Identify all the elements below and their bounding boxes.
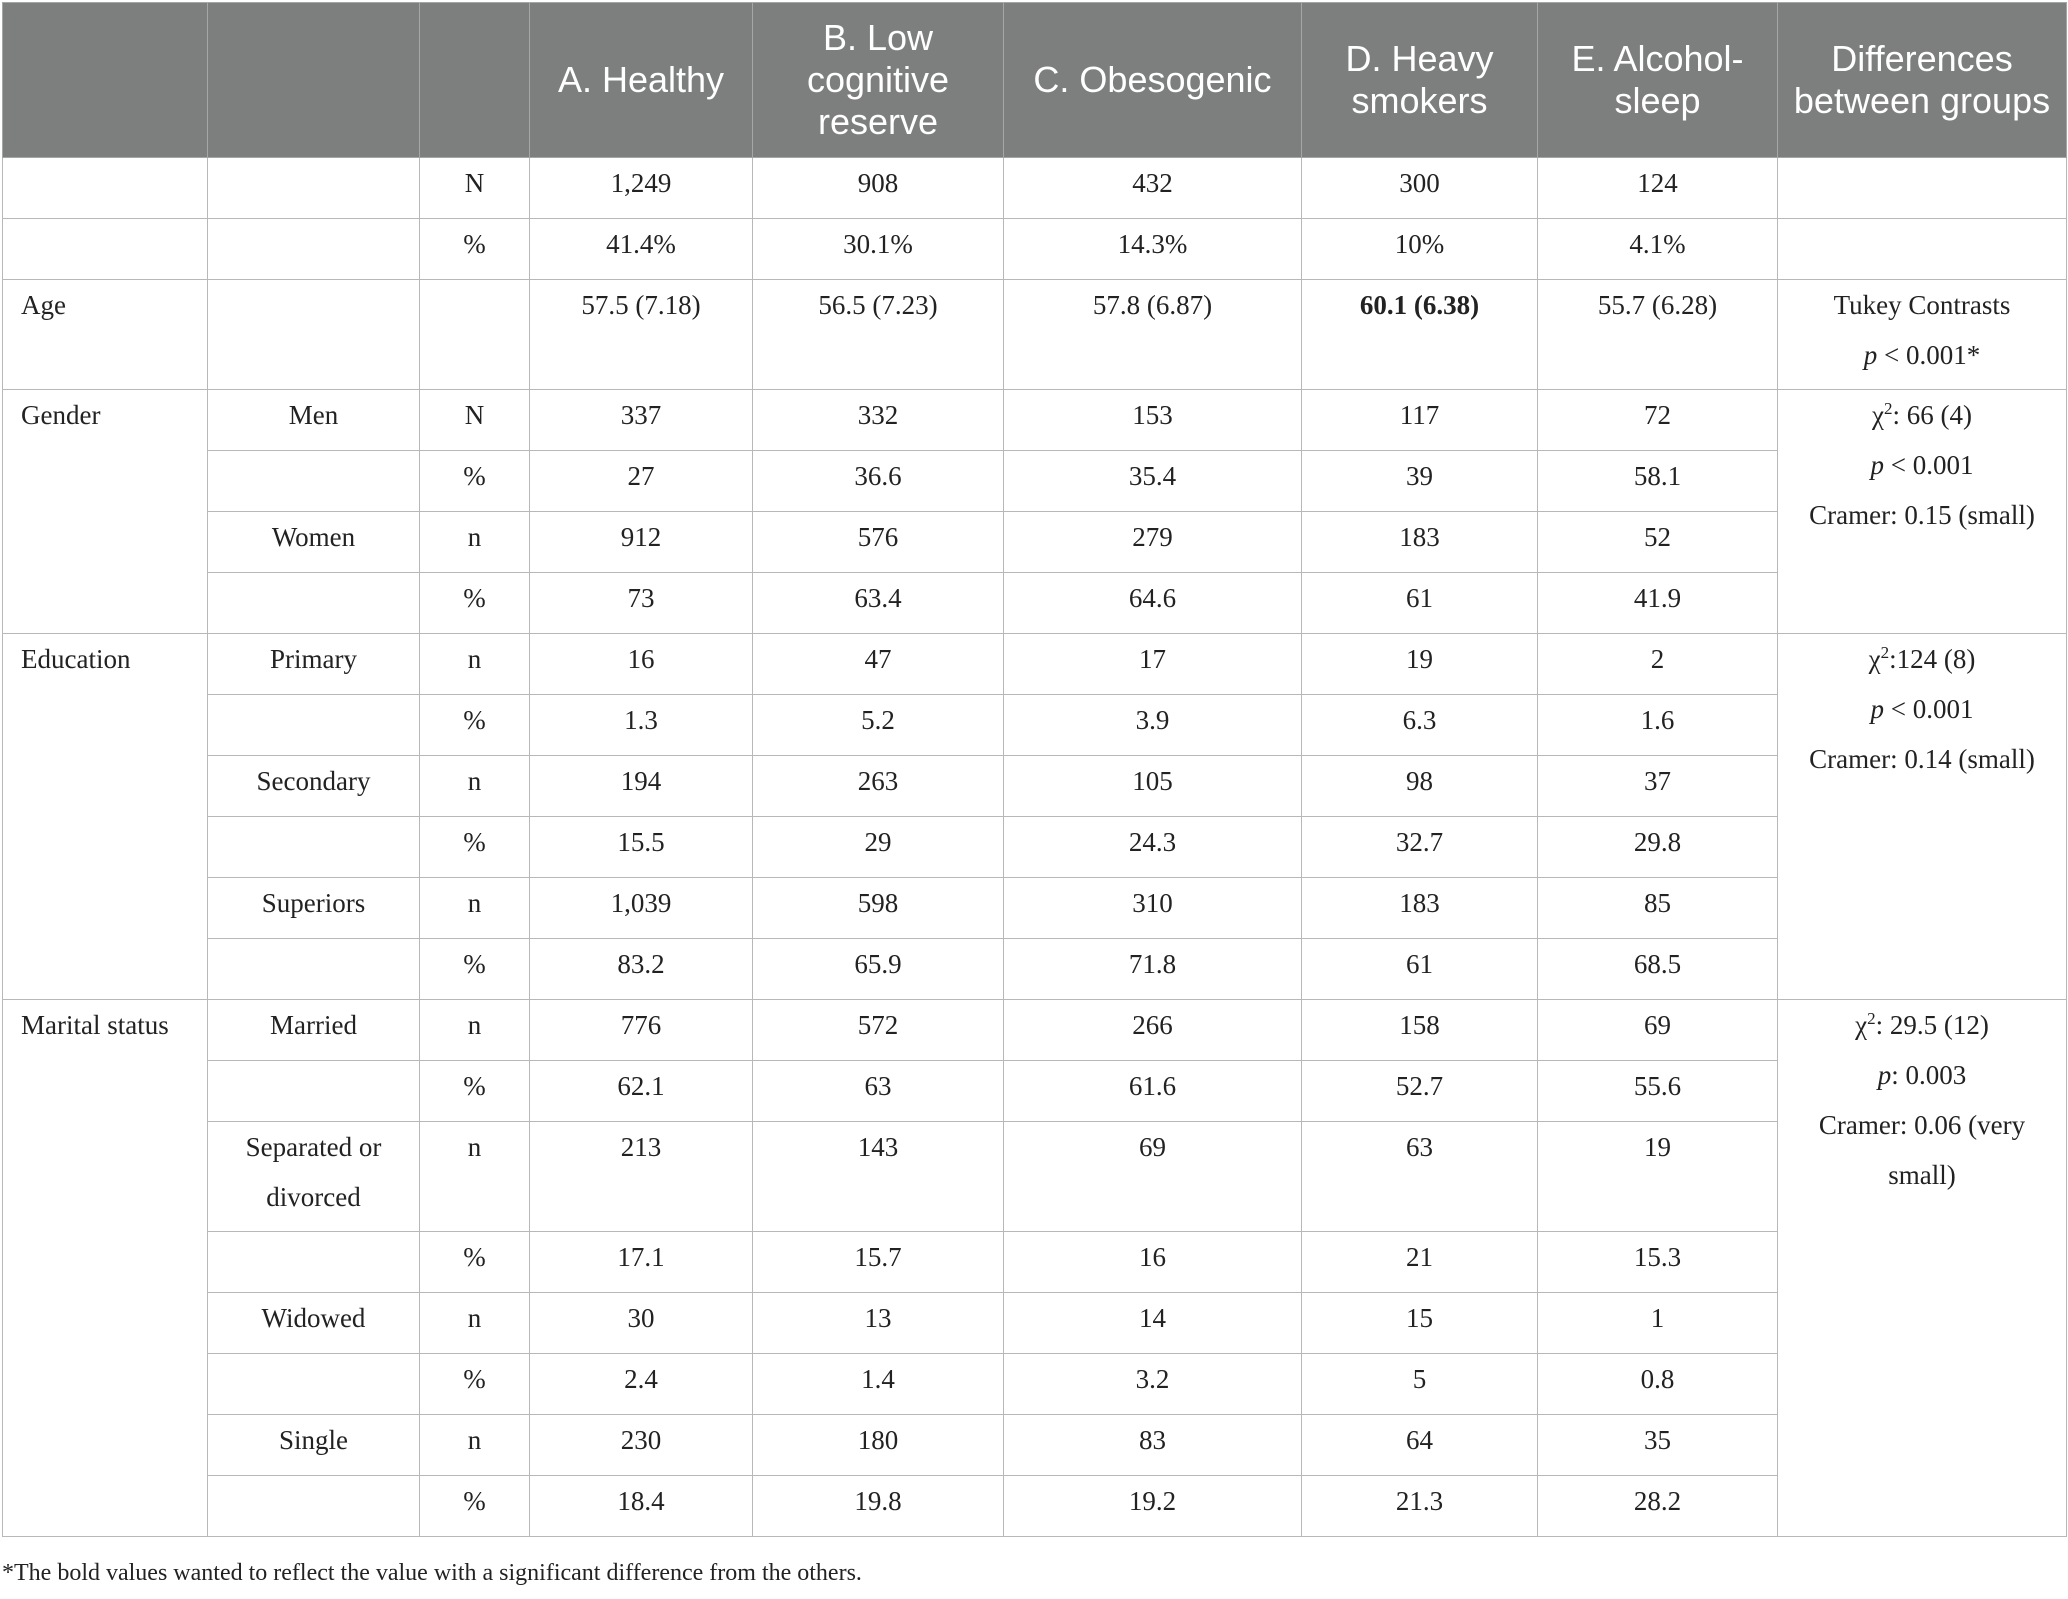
row-type: n [420,1000,530,1061]
table-cell-significant: 60.1 (6.38) [1302,280,1538,390]
table-cell: 1.4 [753,1354,1004,1415]
table-cell: 183 [1302,512,1538,573]
table-cell: 21 [1302,1232,1538,1293]
table-cell: 69 [1538,1000,1778,1061]
table-row [3,451,2067,512]
row-type: n [420,878,530,939]
table-cell: 21.3 [1302,1476,1538,1537]
category-label: Married [208,1000,420,1061]
chi-superscript: 2 [1880,643,1890,662]
table-row [3,1293,2067,1354]
table-cell: 63 [753,1061,1004,1122]
table-row [3,1476,2067,1537]
header-cell [420,3,530,158]
p-symbol: p [1870,450,1884,480]
table-cell: 56.5 (7.23) [753,280,1004,390]
table-cell: 143 [753,1122,1004,1232]
stat-line: Cramer: 0.15 (small) [1809,500,2035,530]
table-cell: 63 [1302,1122,1538,1232]
table-cell: 3.9 [1004,695,1302,756]
differences-cell [1778,1000,2067,1537]
table-cell: 30 [530,1293,753,1354]
chi-symbol: χ [1872,400,1884,430]
table-cell: 14 [1004,1293,1302,1354]
table-row [3,939,2067,1000]
table-cell: 29 [753,817,1004,878]
header-obesogenic: C. Obesogenic [1004,3,1302,158]
header-low-cognitive-reserve: B. Low cognitive reserve [753,3,1004,158]
table-row [3,158,2067,219]
row-type: n [420,756,530,817]
table-cell: 1,039 [530,878,753,939]
variable-label: Marital status [3,1000,208,1537]
header-cell [3,3,208,158]
table-cell: 912 [530,512,753,573]
chi-value: : 66 (4) [1892,400,1972,430]
p-symbol: p [1877,1060,1892,1090]
p-symbol: p [1863,340,1878,370]
category-label: Single [208,1415,420,1476]
table-cell: 55.7 (6.28) [1538,280,1778,390]
table-cell: 310 [1004,878,1302,939]
table-cell: 58.1 [1538,451,1778,512]
table-cell: 6.3 [1302,695,1538,756]
table-cell: 576 [753,512,1004,573]
header-row [3,3,2067,158]
category-label: Secondary [208,756,420,817]
table-cell: 85 [1538,878,1778,939]
table-cell: 61 [1302,573,1538,634]
table-cell: 62.1 [530,1061,753,1122]
stat-line [1788,1000,2056,1050]
variable-label: Gender [3,390,208,634]
table-cell: 1 [1538,1293,1778,1354]
table-cell: 57.5 (7.18) [530,280,753,390]
table-cell: 300 [1302,158,1538,219]
table-cell: 83 [1004,1415,1302,1476]
category-label: Separated or divorced [208,1122,420,1232]
table-cell: 105 [1004,756,1302,817]
table-cell: 5 [1302,1354,1538,1415]
row-type: % [420,1476,530,1537]
row-type: n [420,1415,530,1476]
row-type: n [420,512,530,573]
table-cell: 908 [753,158,1004,219]
table-cell: 32.7 [1302,817,1538,878]
header-heavy-smokers: D. Heavy smokers [1302,3,1538,158]
table-cell: 65.9 [753,939,1004,1000]
table-cell: 2.4 [530,1354,753,1415]
variable-label: Education [3,634,208,1000]
table-cell: 5.2 [753,695,1004,756]
table-cell: 432 [1004,158,1302,219]
table-cell: 1.6 [1538,695,1778,756]
table-row [3,634,2067,695]
stat-line [1788,684,2056,734]
category-label: Widowed [208,1293,420,1354]
stat-line [1788,330,2056,380]
table-cell: 64.6 [1004,573,1302,634]
table-cell: 4.1% [1538,219,1778,280]
table-cell: 98 [1302,756,1538,817]
table-cell: 337 [530,390,753,451]
table-cell: 57.8 (6.87) [1004,280,1302,390]
table-row [3,280,2067,390]
chi-value: : 29.5 (12) [1875,1010,1989,1040]
table-row [3,1354,2067,1415]
table-cell: 41.4% [530,219,753,280]
table-cell: 117 [1302,390,1538,451]
chi-symbol: χ [1868,644,1881,674]
table-cell: 36.6 [753,451,1004,512]
row-type: % [420,451,530,512]
table-cell: 52.7 [1302,1061,1538,1122]
table-row [3,390,2067,451]
table-row [3,512,2067,573]
table-cell: 24.3 [1004,817,1302,878]
table-cell: 230 [530,1415,753,1476]
table-cell: 55.6 [1538,1061,1778,1122]
row-type: % [420,573,530,634]
table-cell: 19.2 [1004,1476,1302,1537]
stat-line [1788,440,2056,490]
table-cell: 72 [1538,390,1778,451]
table-cell: 279 [1004,512,1302,573]
differences-cell [1778,390,2067,634]
row-type: % [420,939,530,1000]
table-row [3,1000,2067,1061]
table-cell: 61 [1302,939,1538,1000]
table-cell: 194 [530,756,753,817]
table-cell: 153 [1004,390,1302,451]
chi-superscript: 2 [1867,1009,1876,1028]
stat-line: Tukey Contrasts [1833,290,2011,320]
table-row [3,1061,2067,1122]
row-type: % [420,1061,530,1122]
row-type: % [420,219,530,280]
differences-cell [1778,280,2067,390]
table-cell: 29.8 [1538,817,1778,878]
table-cell: 19 [1302,634,1538,695]
table-cell: 27 [530,451,753,512]
table-cell: 180 [753,1415,1004,1476]
category-label: Superiors [208,878,420,939]
table-cell: 83.2 [530,939,753,1000]
header-differences: Differences between groups [1778,3,2067,158]
table-cell: 158 [1302,1000,1538,1061]
p-value: : 0.003 [1891,1060,1967,1090]
table-cell: 14.3% [1004,219,1302,280]
table-cell: 16 [1004,1232,1302,1293]
stat-line [1788,1050,2056,1100]
table-row [3,817,2067,878]
p-value: < 0.001* [1877,340,1981,370]
stat-line [1788,390,2056,440]
table-row [3,756,2067,817]
header-alcohol-sleep: E. Alcohol-sleep [1538,3,1778,158]
table-cell: 18.4 [530,1476,753,1537]
table-row [3,695,2067,756]
row-type: N [420,390,530,451]
table-cell: 35.4 [1004,451,1302,512]
row-type: % [420,695,530,756]
table-cell: 61.6 [1004,1061,1302,1122]
table-cell: 263 [753,756,1004,817]
table-cell: 332 [753,390,1004,451]
stat-line [1788,634,2056,684]
row-type: % [420,817,530,878]
table-cell: 10% [1302,219,1538,280]
chi-symbol: χ [1855,1010,1868,1040]
table-row [3,878,2067,939]
table-row [3,1122,2067,1232]
row-type: N [420,158,530,219]
category-label: Primary [208,634,420,695]
table-container [2,2,2066,1537]
row-type: % [420,1354,530,1415]
row-type: n [420,1122,530,1232]
table-cell: 19 [1538,1122,1778,1232]
table-cell: 2 [1538,634,1778,695]
table-cell: 15.3 [1538,1232,1778,1293]
table-cell: 124 [1538,158,1778,219]
table-row [3,573,2067,634]
p-symbol: p [1870,694,1884,724]
table-cell: 17.1 [530,1232,753,1293]
table-cell: 266 [1004,1000,1302,1061]
differences-cell [1778,634,2067,1000]
table-cell: 15.5 [530,817,753,878]
table-cell: 572 [753,1000,1004,1061]
row-type: n [420,634,530,695]
table-cell: 52 [1538,512,1778,573]
stat-line: Cramer: 0.14 (small) [1809,744,2035,774]
header-cell [208,3,420,158]
p-value: < 0.001 [1884,694,1974,724]
table-cell: 213 [530,1122,753,1232]
row-type: n [420,1293,530,1354]
table-row [3,1415,2067,1476]
table-cell: 13 [753,1293,1004,1354]
table-cell: 19.8 [753,1476,1004,1537]
table-cell: 183 [1302,878,1538,939]
table-cell: 35 [1538,1415,1778,1476]
table-cell: 598 [753,878,1004,939]
table-cell: 1,249 [530,158,753,219]
category-label: Women [208,512,420,573]
table-cell: 71.8 [1004,939,1302,1000]
table-cell: 63.4 [753,573,1004,634]
table-footnote: *The bold values wanted to reflect the value with a significant difference from the others. [2,1560,862,1586]
table-cell: 1.3 [530,695,753,756]
table-cell: 16 [530,634,753,695]
row-type: % [420,1232,530,1293]
table-cell: 15 [1302,1293,1538,1354]
p-value: < 0.001 [1884,450,1974,480]
demographics-table [2,2,2067,1537]
table-cell: 3.2 [1004,1354,1302,1415]
table-cell: 69 [1004,1122,1302,1232]
table-row [3,1232,2067,1293]
table-cell: 37 [1538,756,1778,817]
table-cell: 15.7 [753,1232,1004,1293]
table-row [3,219,2067,280]
table-cell: 73 [530,573,753,634]
stat-line: Cramer: 0.06 (very small) [1818,1110,2026,1190]
table-cell: 30.1% [753,219,1004,280]
table-cell: 28.2 [1538,1476,1778,1537]
table-cell: 17 [1004,634,1302,695]
category-label: Men [208,390,420,451]
table-cell: 776 [530,1000,753,1061]
header-healthy: A. Healthy [530,3,753,158]
table-cell: 64 [1302,1415,1538,1476]
chi-superscript: 2 [1884,399,1893,418]
table-cell: 41.9 [1538,573,1778,634]
table-cell: 0.8 [1538,1354,1778,1415]
variable-label: Age [3,280,208,390]
table-cell: 47 [753,634,1004,695]
chi-value: :124 (8) [1889,644,1976,674]
table-cell: 39 [1302,451,1538,512]
table-cell: 68.5 [1538,939,1778,1000]
